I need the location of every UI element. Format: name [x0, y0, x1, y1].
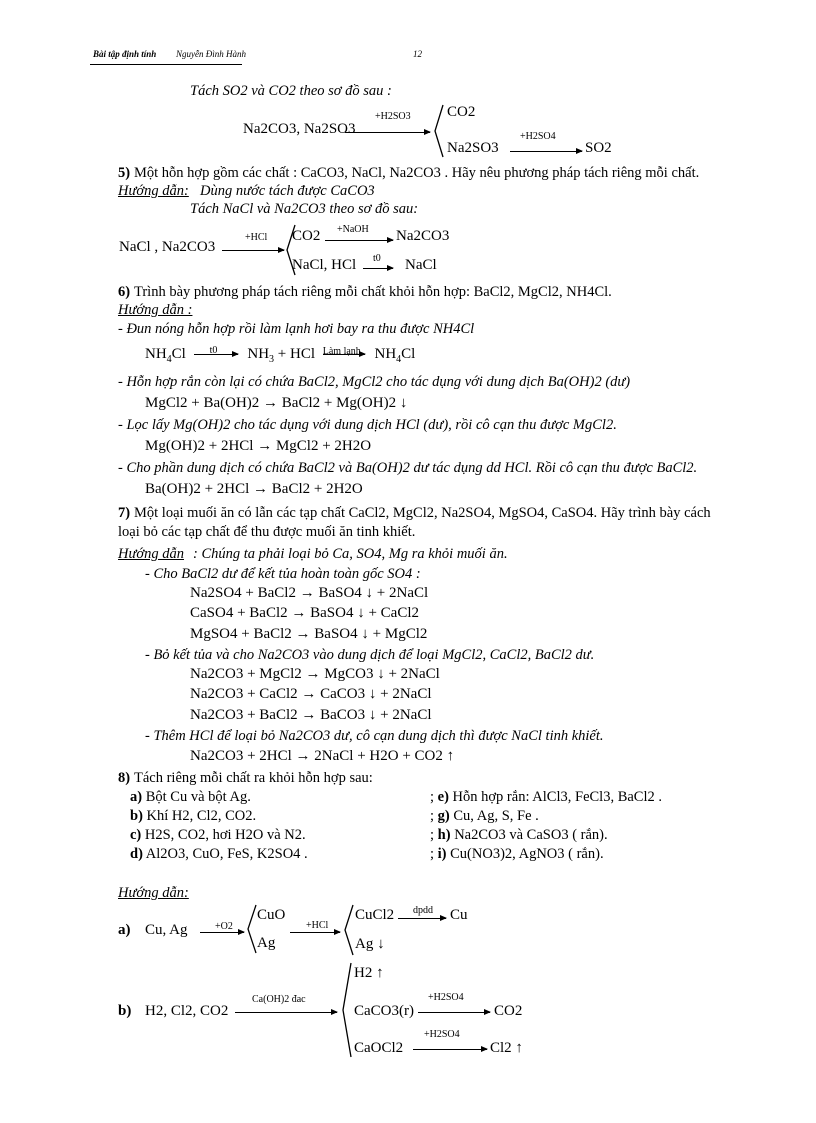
s6-eq2: MgCl2 + Ba(OH)2 → BaCl2 + Mg(OH)2 ↓ — [145, 395, 408, 411]
header-title: Bài tập định tính — [93, 49, 157, 59]
s7-eq2-1: Na2CO3 + MgCl2 → MgCO3 ↓ + 2NaCl — [190, 666, 440, 682]
s7-step2: - Bỏ kết tủa và cho Na2CO3 vào dung dịch để loại MgCl2, CaCl2, BaCl2 dư. — [145, 647, 595, 663]
s6-question: Trình bày phương pháp tách riêng mỗi chất khỏi hỗn hợp: BaCl2, MgCl2, NH4Cl. — [134, 284, 612, 300]
s8-item-g: ; g) Cu, Ag, S, Fe . — [430, 808, 539, 824]
s8a-bottom2: Ag ↓ — [355, 936, 385, 952]
s8a-top2: CuCl2 — [355, 907, 395, 923]
s5-arrow1 — [222, 250, 284, 251]
s8-item-c: c) H2S, CO2, hơi H2O và N2. — [130, 827, 306, 843]
s4-reagent1: +H2SO3 — [375, 111, 411, 122]
s8-item-e: ; e) Hỗn hợp rắn: AlCl3, FeCl3, BaCl2 . — [430, 789, 663, 805]
s7-number: 7) — [118, 505, 131, 521]
s6-eq1-cond1: t0 — [209, 345, 218, 356]
s8b-out2-product: CO2 — [494, 1003, 523, 1019]
s6-guide: Hướng dẫn : — [118, 302, 193, 318]
s8b-out2-reagent: +H2SO4 — [428, 992, 464, 1003]
s8a-arrow3 — [398, 918, 446, 919]
s8-guide: Hướng dẫn: — [118, 885, 189, 901]
s8-item-a: a) Bột Cu và bột Ag. — [130, 789, 251, 805]
s6-eq3: Mg(OH)2 + 2HCl → MgCl2 + 2H2O — [145, 438, 372, 454]
s6-line2: - Hỗn hợp rắn còn lại có chứa BaCl2, MgCl2 cho tác dụng với dung dịch Ba(OH)2 (dư) — [118, 374, 631, 390]
s5-reagent1: +HCl — [245, 232, 268, 243]
s5-number: 5) — [118, 165, 131, 181]
s7-step3: - Thêm HCl để loại bỏ Na2CO3 dư, cô cạn dung dịch thì được NaCl tinh khiết. — [145, 728, 604, 744]
s8b-r1: Ca(OH)2 đac — [252, 994, 306, 1005]
s8b-out2-arrow — [418, 1012, 490, 1013]
s7-eq1-1: Na2SO4 + BaCl2 → BaSO4 ↓ + 2NaCl — [190, 585, 429, 601]
s7-eq2-3: Na2CO3 + BaCl2 → BaCO3 ↓ + 2NaCl — [190, 707, 432, 723]
s8-item-h: ; h) Na2CO3 và CaSO3 ( rắn). — [430, 827, 608, 843]
s5-top: CO2 — [292, 228, 321, 244]
s7-eq2-2: Na2CO3 + CaCl2 → CaCO3 ↓ + 2NaCl — [190, 686, 432, 702]
s8-item-i: ; i) Cu(NO3)2, AgNO3 ( rắn). — [430, 846, 604, 862]
s8b-out3-product: Cl2 ↑ — [490, 1040, 523, 1056]
s8-question: Tách riêng mỗi chất ra khỏi hỗn hợp sau: — [134, 770, 373, 786]
s8b-out1: H2 ↑ — [354, 965, 384, 981]
s8a-arrow2 — [290, 932, 340, 933]
s8a-arrow1 — [200, 932, 244, 933]
s4-reagent2: +H2SO4 — [520, 131, 556, 142]
s8b-brace — [340, 962, 352, 1058]
s6-line3: - Lọc lấy Mg(OH)2 cho tác dụng với dung dịch HCl (dư), rồi cô cạn thu được MgCl2. — [118, 417, 617, 433]
s8a-product: Cu — [450, 907, 468, 923]
s8a-r3: dpdd — [413, 905, 433, 916]
s8a-top1: CuO — [257, 907, 286, 923]
s6-eq1: $NH_4Cl$ t0 $NH_3$ + HCl Làm lạnh $NH_4Cl$ — [145, 345, 416, 365]
s8-item-d: d) Al2O3, CuO, FeS, K2SO4 . — [130, 846, 308, 862]
s7-eq1-2: CaSO4 + BaCl2 → BaSO4 ↓ + CaCl2 — [190, 605, 420, 621]
s8a-label: a) — [118, 922, 131, 938]
s6-line4: - Cho phần dung dịch có chứa BaCl2 và Ba(OH)2 dư tác dụng dd HCl. Rồi cô cạn thu được BaCl2. — [118, 460, 698, 476]
s8b-out3: CaOCl2 — [354, 1040, 404, 1056]
s8a-bottom1: Ag — [257, 935, 276, 951]
s5-question: Một hỗn hợp gồm các chất : CaCO3, NaCl, Na2CO3 . Hãy nêu phương pháp tách riêng mỗi chất. — [134, 165, 700, 181]
s8-number: 8) — [118, 770, 131, 786]
s7-step1: - Cho BaCl2 dư để kết tủa hoàn toàn gốc SO4 : — [145, 566, 421, 582]
s6-line1: - Đun nóng hỗn hợp rồi làm lạnh hơi bay ra thu được NH4Cl — [118, 321, 475, 337]
s8a-r1: +O2 — [215, 921, 233, 932]
s4-brace — [432, 104, 444, 158]
s4-intro: Tách SO2 và CO2 theo sơ đồ sau : — [190, 83, 392, 99]
s5-left: NaCl , Na2CO3 — [119, 239, 216, 255]
s8b-out3-arrow — [413, 1049, 487, 1050]
s8a-r2: +HCl — [306, 920, 329, 931]
s4-arrow1 — [345, 132, 430, 133]
page-number: 12 — [413, 49, 422, 59]
s8a-brace1 — [245, 904, 257, 954]
s8a-brace2 — [342, 904, 354, 956]
s7-eq1-3: MgSO4 + BaCl2 → BaSO4 ↓ + MgCl2 — [190, 626, 428, 642]
s5-bottom-reagent: t0 — [373, 253, 381, 264]
s4-product: SO2 — [585, 140, 612, 156]
s8b-arrow1 — [235, 1012, 337, 1013]
s5-top-arrow — [325, 240, 393, 241]
s6-eq1-cond2: Làm lạnh — [322, 346, 361, 357]
s8b-label: b) — [118, 1003, 132, 1019]
header-author: Nguyễn Đình Hành — [176, 49, 246, 59]
s8a-left: Cu, Ag — [145, 922, 188, 938]
s8b-out3-reagent: +H2SO4 — [424, 1029, 460, 1040]
s7-guide: Hướng dẫn — [118, 546, 184, 562]
header-rule — [90, 64, 242, 65]
s5-guide: Hướng dẫn: — [118, 183, 189, 199]
s4-left: Na2CO3, Na2SO3 — [243, 121, 356, 137]
s8b-out2: CaCO3(r) — [354, 1003, 414, 1019]
s7-question1: Một loại muối ăn có lẫn các tạp chất CaCl2, MgCl2, Na2SO4, MgSO4, CaSO4. Hãy trình bày cách — [134, 505, 711, 521]
s4-bottom: Na2SO3 — [447, 140, 499, 156]
s7-guide-text: : Chúng ta phải loại bỏ Ca, SO4, Mg ra khỏi muối ăn. — [193, 546, 508, 562]
s5-step1: Dùng nước tách được CaCO3 — [200, 183, 375, 199]
s5-bottom: NaCl, HCl — [292, 257, 357, 273]
s6-number: 6) — [118, 284, 131, 300]
s4-top: CO2 — [447, 104, 476, 120]
s5-top-product: Na2CO3 — [396, 228, 450, 244]
s7-question2: loại bỏ các tạp chất để thu được muối ăn tinh khiết. — [118, 524, 416, 540]
s7-eq3: Na2CO3 + 2HCl → 2NaCl + H2O + CO2 ↑ — [190, 748, 455, 764]
s8b-left: H2, Cl2, CO2 — [145, 1003, 229, 1019]
s5-bottom-arrow — [363, 268, 393, 269]
s8-item-b: b) Khí H2, Cl2, CO2. — [130, 808, 257, 824]
s4-arrow2 — [510, 151, 582, 152]
s5-bottom-product: NaCl — [405, 257, 437, 273]
s5-step2: Tách NaCl và Na2CO3 theo sơ đồ sau: — [190, 201, 419, 217]
s6-eq4: Ba(OH)2 + 2HCl → BaCl2 + 2H2O — [145, 481, 363, 497]
s5-top-reagent: +NaOH — [337, 224, 369, 235]
